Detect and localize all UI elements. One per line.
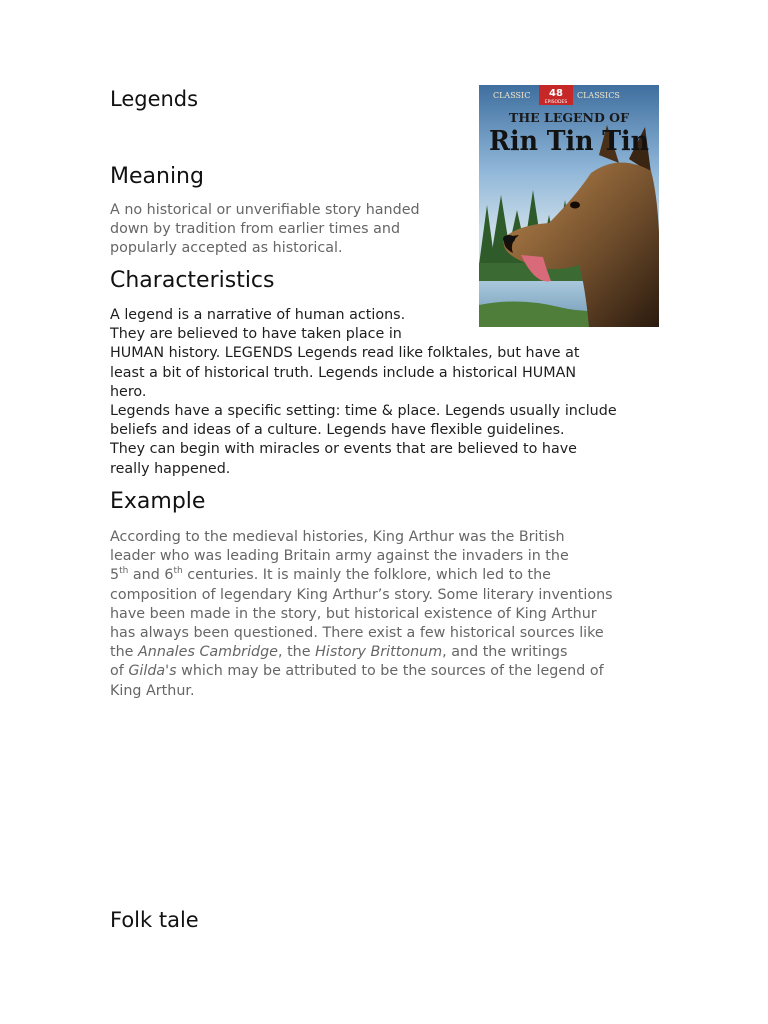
poster-top-right-text: CLASSICS	[577, 91, 620, 100]
meaning-paragraph	[110, 201, 420, 259]
text-line: popularly accepted as historical.	[110, 240, 343, 257]
superscript: th	[119, 566, 129, 577]
text-line: They can begin with miracles or events that are believed to have	[110, 441, 577, 458]
text-line: According to the medieval histories, King Arthur was the British	[110, 529, 565, 545]
poster-subtitle: THE LEGEND OF	[509, 110, 629, 125]
text-line: HUMAN history. LEGENDS Legends read like folktales, but have at	[110, 345, 580, 362]
text-line: really happened.	[110, 460, 231, 477]
text-line: have been made in the story, but historical existence of King Arthur	[110, 605, 597, 622]
text-line: has always been questioned. There exist a few historical sources like	[110, 625, 604, 642]
text-line: composition of legendary King Arthur’s story. Some literary inventions	[110, 586, 613, 603]
characteristics-heading: Characteristics	[110, 268, 275, 293]
badge-number: 48	[549, 88, 563, 99]
text-line: hero.	[110, 383, 147, 400]
text-line: A legend is a narrative of human actions.	[110, 307, 406, 323]
superscript: th	[173, 566, 183, 577]
text-line: leader who was leading Britain army against the invaders in the	[110, 548, 569, 565]
text-line	[110, 643, 613, 662]
text-line: Legends have a specific setting: time & place. Legends usually include	[110, 403, 617, 420]
italic-title: History Brittonum	[315, 644, 443, 661]
folk-tale-heading: Folk tale	[110, 908, 199, 932]
text-line: King Arthur.	[110, 682, 195, 699]
text-run: and 6	[128, 567, 174, 584]
text-line: They are believed to have taken place in	[110, 326, 402, 343]
text-run: , and the writings	[442, 644, 568, 661]
text-run: of	[110, 663, 129, 680]
meaning-heading: Meaning	[110, 164, 204, 189]
text-line: down by tradition from earlier times and	[110, 221, 401, 238]
example-heading: Example	[110, 489, 206, 514]
badge-label: EPISODES	[544, 100, 568, 105]
text-line: beliefs and ideas of a culture. Legends have flexible guidelines.	[110, 422, 565, 439]
text-run: centuries. It is mainly the folklore, which led to the	[182, 567, 551, 584]
poster-title: Rin Tin Tin	[489, 126, 650, 157]
italic-title: Gilda's	[128, 663, 177, 680]
text-run: 5	[110, 567, 120, 584]
text-run: the	[110, 644, 139, 661]
poster-top-left-text: CLASSIC	[493, 91, 531, 100]
example-paragraph	[110, 528, 613, 701]
poster-illustration	[479, 85, 659, 327]
text-line	[110, 662, 613, 681]
text-line	[110, 566, 613, 585]
characteristics-paragraph	[110, 306, 617, 479]
text-run: which may be attributed to be the sources of the legend of	[176, 663, 604, 680]
rin-tin-tin-poster-image	[479, 85, 659, 327]
text-line: A no historical or unverifiable story handed	[110, 202, 420, 218]
italic-title: Annales Cambridge	[138, 644, 278, 661]
page-title: Legends	[110, 87, 199, 111]
text-run: , the	[277, 644, 316, 661]
text-line: least a bit of historical truth. Legends include a historical HUMAN	[110, 364, 577, 381]
